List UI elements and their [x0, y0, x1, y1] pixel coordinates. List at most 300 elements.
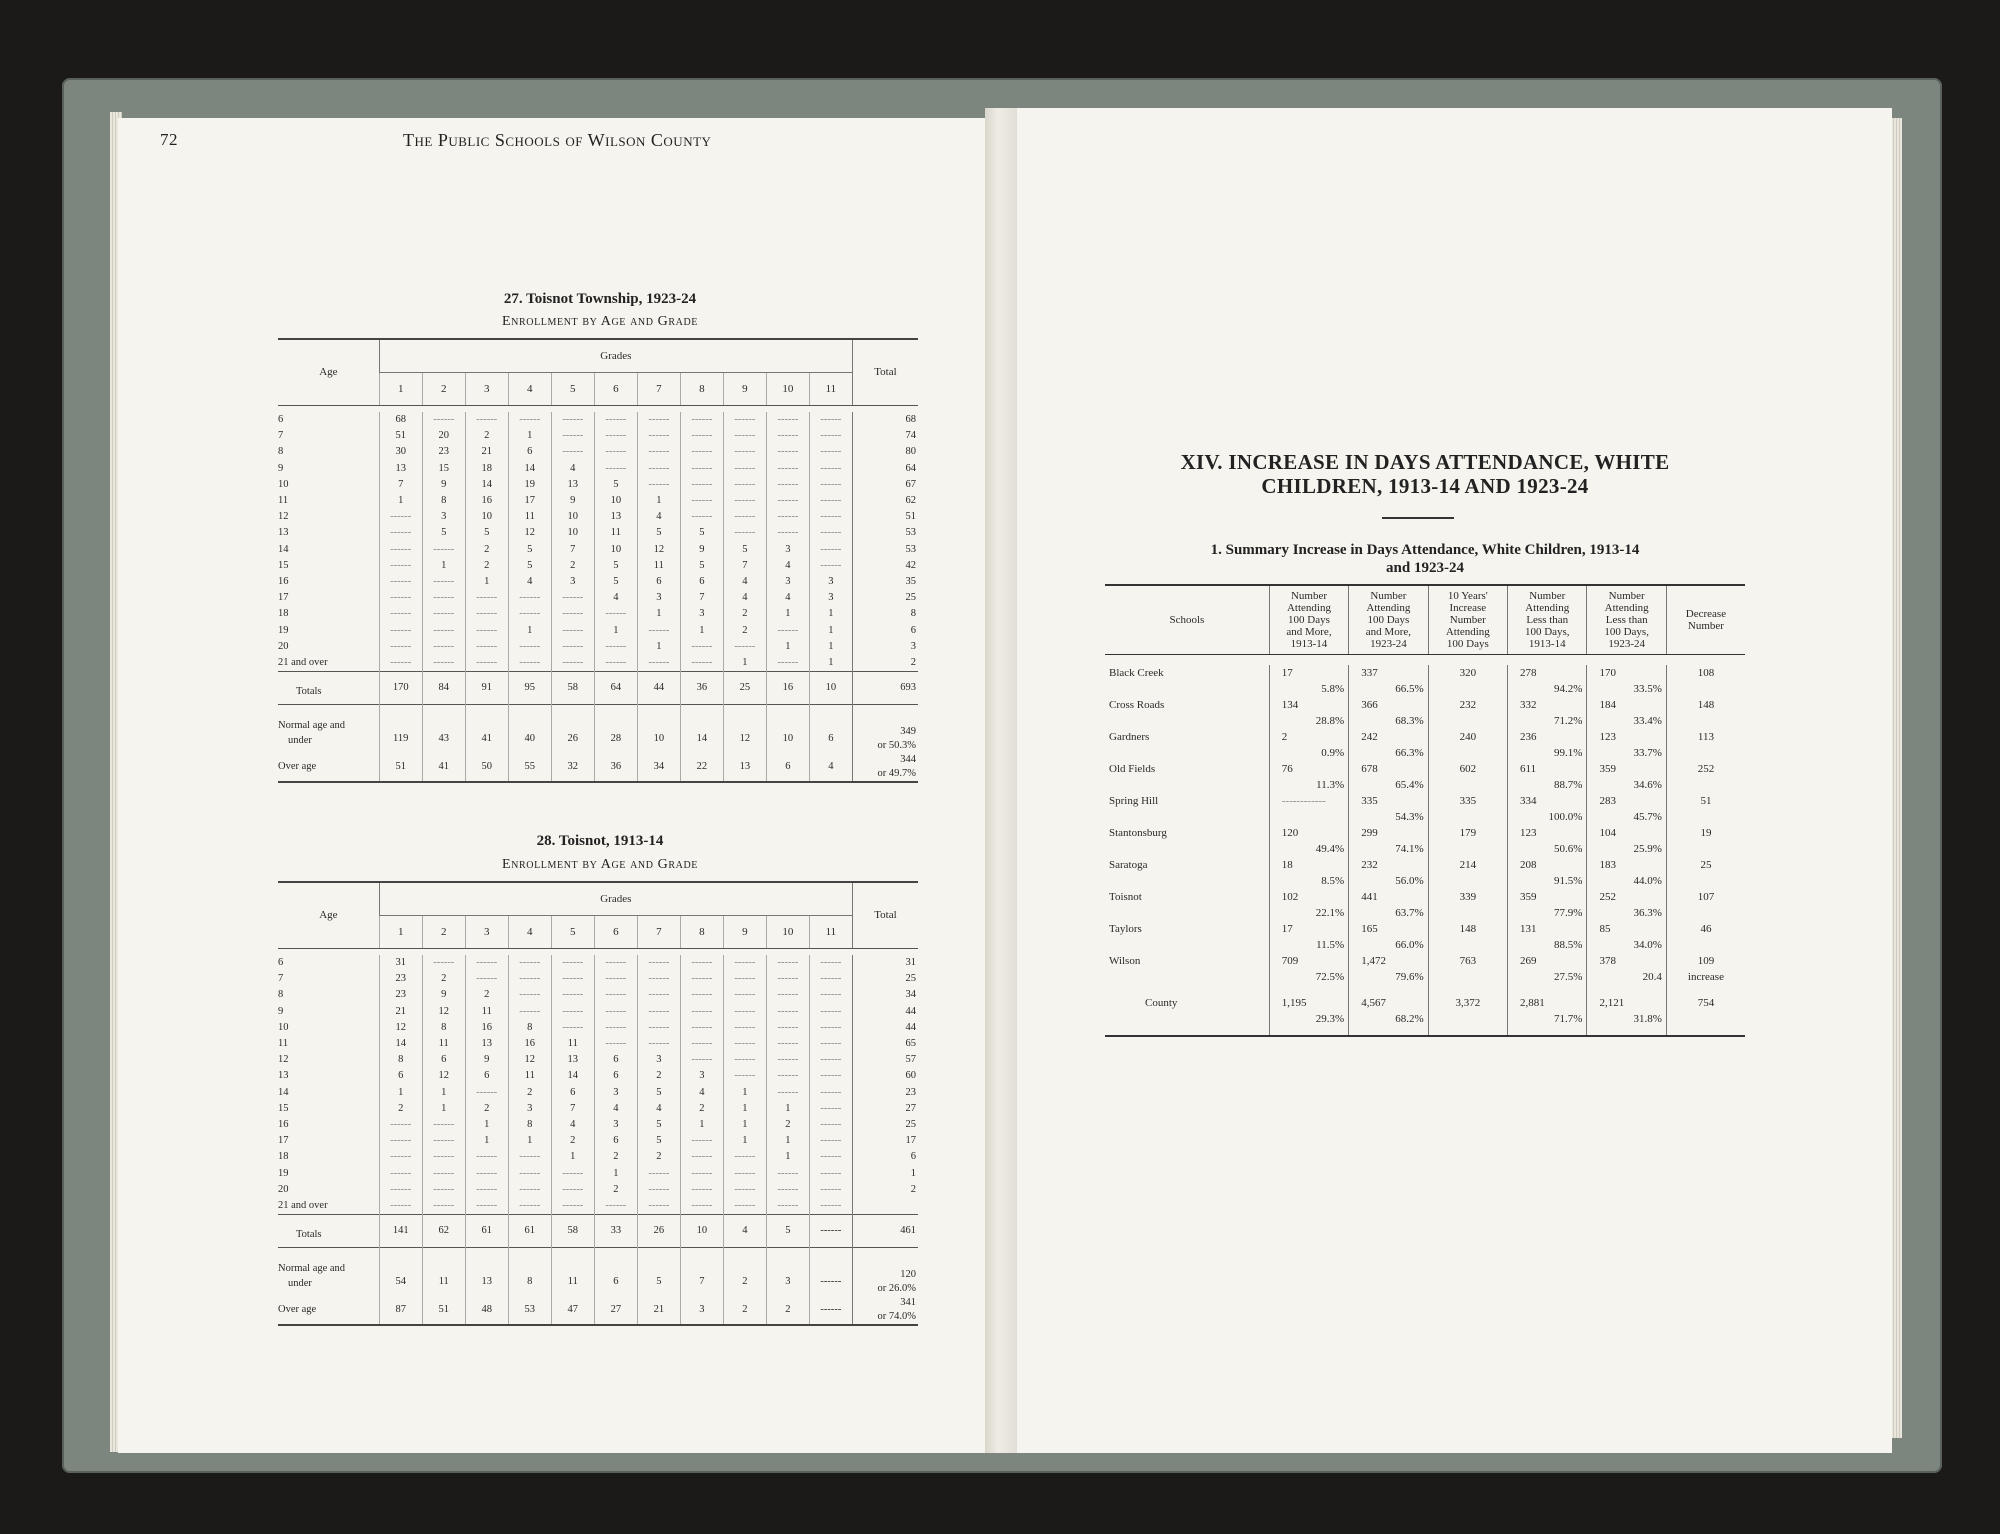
grade-cell: 4	[637, 509, 680, 525]
value-n2: 678	[1349, 761, 1428, 777]
grade-cell: 3	[809, 574, 852, 590]
grade-cell: 12	[422, 1004, 465, 1020]
grade-6-header: 6	[594, 373, 637, 406]
grade-cell: 4	[594, 590, 637, 606]
table28-subtitle: Enrollment by Age and Grade	[502, 857, 698, 872]
table-row	[278, 955, 918, 971]
grade-cell: ------	[723, 1068, 766, 1084]
grade-cell: 1	[508, 1133, 551, 1149]
grade-6-header: 6	[594, 916, 637, 949]
percent-p1: 72.5%	[1269, 969, 1348, 985]
chapter-title	[1105, 450, 1745, 498]
grade-cell: ------	[594, 428, 637, 444]
section-title-line-1: 1. Summary Increase in Days Attendance, White Children, 1913-14	[1210, 542, 1640, 558]
empty-cell	[1105, 969, 1269, 985]
grade-cell: 1	[422, 1101, 465, 1117]
normal-age-percent: or 26.0%	[877, 1283, 916, 1295]
normal-age-cell: 10	[766, 705, 809, 754]
percent-dec2	[1666, 809, 1745, 825]
value-inc: 339	[1428, 889, 1507, 905]
grade-cell: ------	[551, 1004, 594, 1020]
table-row	[278, 655, 918, 672]
grade-cell: 1	[594, 623, 637, 639]
grade-cell: 1	[680, 623, 723, 639]
column-header-6	[1666, 585, 1745, 655]
percent-lp1: 27.5%	[1508, 969, 1587, 985]
value-dec: 754	[1666, 985, 1745, 1011]
grade-cell: 1	[809, 623, 852, 639]
row-total: 53	[852, 525, 918, 541]
value-n2: 242	[1349, 729, 1428, 745]
row-total: 3	[852, 639, 918, 655]
percent-p1: 5.8%	[1269, 681, 1348, 697]
grade-cell: ------	[766, 412, 809, 428]
grade-cell: 2	[637, 1068, 680, 1084]
grade-9-header: 9	[723, 916, 766, 949]
grade-cell: 8	[422, 493, 465, 509]
header-line: Decrease	[1685, 608, 1727, 620]
grade-cell: 1	[637, 606, 680, 622]
grade-cell: 51	[379, 428, 422, 444]
grade-2-header: 2	[422, 373, 465, 406]
grade-cell: 8	[508, 1117, 551, 1133]
grades-header: Grades	[379, 882, 852, 916]
grade-cell: 3	[594, 1085, 637, 1101]
grade-cell: 14	[379, 1036, 422, 1052]
grade-cell: 3	[637, 1052, 680, 1068]
value-l1: 278	[1508, 665, 1587, 681]
percent-lp2: 34.0%	[1587, 937, 1666, 953]
normal-age-cell: 6	[594, 1248, 637, 1297]
grade-1-header: 1	[379, 373, 422, 406]
grade-cell: 4	[551, 461, 594, 477]
summary-header	[1105, 585, 1745, 655]
grade-cell: 1	[766, 1149, 809, 1165]
grade-cell: ------	[422, 412, 465, 428]
value-n1: ------------	[1269, 793, 1348, 809]
header-line: 100 Days	[1446, 638, 1489, 650]
value-l1: 2,881	[1508, 985, 1587, 1011]
age-label: 10	[278, 1021, 289, 1033]
percent-dec2: increase	[1666, 969, 1745, 985]
grade-total: 58	[551, 672, 594, 705]
grade-cell: ------	[379, 509, 422, 525]
table-row	[278, 971, 918, 987]
grade-cell: ------	[680, 987, 723, 1003]
over-age-total	[852, 753, 918, 782]
grade-cell: 1	[465, 1117, 508, 1133]
grade-cell: 1	[508, 623, 551, 639]
grade-cell: ------	[766, 525, 809, 541]
grade-cell: ------	[508, 655, 551, 672]
value-inc: 214	[1428, 857, 1507, 873]
grade-cell: 7	[723, 558, 766, 574]
grade-10-header: 10	[766, 373, 809, 406]
table28-title: 28. Toisnot, 1913-14	[536, 833, 664, 849]
header-line: Number	[1687, 620, 1724, 632]
grade-cell: ------	[422, 1149, 465, 1165]
over-age-total-value: 341	[900, 1297, 916, 1309]
grade-cell: 68	[379, 412, 422, 428]
grade-cell: 21	[379, 1004, 422, 1020]
value-n2: 165	[1349, 921, 1428, 937]
grade-cell: ------	[723, 1149, 766, 1165]
over-age-label: Over age	[278, 1304, 317, 1316]
school-row	[1105, 761, 1745, 777]
header-line: Attending	[1286, 602, 1331, 614]
header-line: Number	[1290, 590, 1327, 602]
header-line: Less than	[1605, 614, 1648, 626]
grade-cell: 2	[422, 971, 465, 987]
grade-cell: ------	[508, 590, 551, 606]
grade-cell: 4	[551, 1117, 594, 1133]
grade-cell: ------	[723, 1036, 766, 1052]
empty-cell	[1428, 1011, 1507, 1036]
table-row	[278, 412, 918, 428]
grade-cell: ------	[809, 1166, 852, 1182]
value-l1: 123	[1508, 825, 1587, 841]
header-line: 1913-14	[1528, 638, 1566, 650]
grade-cell: ------	[637, 412, 680, 428]
grade-cell: 5	[637, 1133, 680, 1149]
grade-cell: ------	[508, 987, 551, 1003]
grade-cell: ------	[680, 1133, 723, 1149]
percent-dec2	[1666, 681, 1745, 697]
row-total: 31	[852, 955, 918, 971]
grade-cell: ------	[465, 623, 508, 639]
empty-cell	[1105, 905, 1269, 921]
grade-cell: 18	[465, 461, 508, 477]
grade-cell: ------	[637, 444, 680, 460]
header-line: Attending	[1604, 602, 1649, 614]
school-row	[1105, 825, 1745, 841]
grade-cell: ------	[766, 477, 809, 493]
grade-cell: 2	[723, 606, 766, 622]
table-row	[278, 1149, 918, 1165]
grade-1-header: 1	[379, 916, 422, 949]
grade-cell: ------	[465, 1198, 508, 1215]
value-dec: 46	[1666, 921, 1745, 937]
value-n2: 441	[1349, 889, 1428, 905]
table-row	[278, 1068, 918, 1084]
percent-lp2: 31.8%	[1587, 1011, 1666, 1036]
grade-cell: 5	[508, 542, 551, 558]
grade-total: 64	[594, 672, 637, 705]
grade-cell: ------	[379, 623, 422, 639]
value-n2: 337	[1349, 665, 1428, 681]
grade-cell: ------	[465, 1149, 508, 1165]
normal-age-percent: or 50.3%	[877, 740, 916, 752]
grade-cell: 5	[465, 525, 508, 541]
percent-lp2: 36.3%	[1587, 905, 1666, 921]
grade-cell: ------	[723, 955, 766, 971]
grade-cell: 4	[594, 1101, 637, 1117]
table-row	[278, 1020, 918, 1036]
grade-cell: ------	[465, 655, 508, 672]
empty-cell	[1105, 681, 1269, 697]
grade-cell: 13	[551, 477, 594, 493]
grade-cell: ------	[637, 1166, 680, 1182]
grade-cell: 1	[723, 1085, 766, 1101]
header-line: Less than	[1526, 614, 1569, 626]
value-l1: 131	[1508, 921, 1587, 937]
grade-cell: ------	[680, 1198, 723, 1215]
grade-cell: ------	[594, 1198, 637, 1215]
grade-cell: ------	[508, 606, 551, 622]
grade-cell: 1	[766, 639, 809, 655]
table-row	[278, 444, 918, 460]
grade-cell: 6	[680, 574, 723, 590]
grade-8-header: 8	[680, 916, 723, 949]
grade-cell: 13	[594, 509, 637, 525]
grade-cell: 12	[637, 542, 680, 558]
normal-age-label	[278, 1248, 379, 1297]
grade-cell: 3	[594, 1117, 637, 1133]
table-row	[278, 558, 918, 574]
normal-age-cell: 7	[680, 1248, 723, 1297]
grade-cell: ------	[551, 428, 594, 444]
normal-age-cell: 41	[465, 705, 508, 754]
grade-cell: 23	[379, 987, 422, 1003]
value-dec: 107	[1666, 889, 1745, 905]
grade-cell: 7	[551, 542, 594, 558]
value-n1: 17	[1269, 921, 1348, 937]
over-age-cell: 2	[766, 1296, 809, 1325]
age-label: 16	[278, 1119, 289, 1131]
row-total: 1	[852, 1166, 918, 1182]
empty-cell	[1105, 809, 1269, 825]
grade-cell: ------	[637, 477, 680, 493]
grade-cell: 8	[422, 1020, 465, 1036]
row-total: 68	[852, 412, 918, 428]
grade-cell: ------	[680, 1149, 723, 1165]
grade-cell: 9	[551, 493, 594, 509]
grade-cell: 1	[809, 655, 852, 672]
row-total: 27	[852, 1101, 918, 1117]
table-row	[278, 623, 918, 639]
grade-cell: ------	[723, 525, 766, 541]
row-total: 51	[852, 509, 918, 525]
age-label: 9	[278, 1005, 284, 1017]
grade-cell: 16	[465, 1020, 508, 1036]
percent-lp2: 44.0%	[1587, 873, 1666, 889]
row-total: 6	[852, 623, 918, 639]
grade-cell: ------	[508, 1166, 551, 1182]
grade-cell: 5	[680, 525, 723, 541]
percent-p2: 54.3%	[1349, 809, 1428, 825]
grade-cell: ------	[723, 509, 766, 525]
percent-p2: 79.6%	[1349, 969, 1428, 985]
grade-cell: ------	[551, 606, 594, 622]
grade-cell: 2	[379, 1101, 422, 1117]
grade-cell: 2	[637, 1149, 680, 1165]
grade-cell: 17	[508, 493, 551, 509]
school-name: Taylors	[1109, 923, 1142, 935]
over-age-cell: 27	[594, 1296, 637, 1325]
grade-cell: ------	[809, 1036, 852, 1052]
grade-cell: ------	[379, 590, 422, 606]
age-label: 11	[278, 1038, 289, 1050]
grade-cell: ------	[809, 1117, 852, 1133]
header-row	[278, 339, 918, 373]
table-row	[278, 987, 918, 1003]
grade-cell: ------	[594, 955, 637, 971]
age-label: 15	[278, 559, 289, 571]
grade-cell: ------	[379, 1133, 422, 1149]
grade-cell: ------	[680, 1166, 723, 1182]
age-label: 19	[278, 1167, 289, 1179]
grade-cell: 2	[465, 542, 508, 558]
percent-dec2	[1666, 713, 1745, 729]
percent-lp1: 88.7%	[1508, 777, 1587, 793]
grade-total: 84	[422, 672, 465, 705]
grade-3-header: 3	[465, 916, 508, 949]
row-total: 2	[852, 1182, 918, 1198]
age-label: 12	[278, 1054, 289, 1066]
grade-cell: 6	[637, 574, 680, 590]
grade-cell: ------	[465, 955, 508, 971]
chapter-title-line-2: CHILDREN, 1913-14 AND 1923-24	[1261, 474, 1589, 498]
grade-cell: ------	[809, 1068, 852, 1084]
grade-cell: 11	[551, 1036, 594, 1052]
grade-cell: 6	[551, 1085, 594, 1101]
row-total: 25	[852, 590, 918, 606]
normal-age-cell: 2	[723, 1248, 766, 1297]
value-l2: 170	[1587, 665, 1666, 681]
percent-lp2: 33.4%	[1587, 713, 1666, 729]
grade-cell: 11	[508, 509, 551, 525]
grade-cell: ------	[637, 971, 680, 987]
grade-cell: ------	[465, 1166, 508, 1182]
grade-7-header: 7	[637, 916, 680, 949]
school-percent-row	[1105, 681, 1745, 697]
grade-cell: 5	[680, 558, 723, 574]
row-total: 62	[852, 493, 918, 509]
percent-lp1: 77.9%	[1508, 905, 1587, 921]
grade-cell: ------	[508, 955, 551, 971]
header-line: 10 Years'	[1447, 590, 1488, 602]
grade-cell: 4	[723, 590, 766, 606]
grade-cell: ------	[422, 590, 465, 606]
school-percent-row	[1105, 873, 1745, 889]
grade-cell: 4	[508, 574, 551, 590]
header-line: 100 Days	[1367, 614, 1410, 626]
grade-cell: 2	[680, 1101, 723, 1117]
school-row	[1105, 889, 1745, 905]
grade-cell: 16	[465, 493, 508, 509]
age-label: 12	[278, 511, 289, 523]
grade-total: 10	[680, 1215, 723, 1248]
grade-cell: ------	[723, 477, 766, 493]
grade-cell: 1	[379, 493, 422, 509]
grade-cell: ------	[766, 509, 809, 525]
table-row	[278, 1085, 918, 1101]
grade-cell: ------	[766, 1004, 809, 1020]
age-label: 6	[278, 957, 284, 968]
table-row	[278, 461, 918, 477]
grade-cell: 7	[680, 590, 723, 606]
grade-cell: ------	[551, 1198, 594, 1215]
grade-cell: ------	[680, 655, 723, 672]
school-row	[1105, 665, 1745, 681]
grade-cell: ------	[379, 1117, 422, 1133]
grade-cell: ------	[723, 971, 766, 987]
grade-cell: 3	[680, 1068, 723, 1084]
grade-cell: ------	[379, 1198, 422, 1215]
row-total: 42	[852, 558, 918, 574]
age-label: 8	[278, 446, 284, 458]
percent-p1: 22.1%	[1269, 905, 1348, 921]
value-dec: 25	[1666, 857, 1745, 873]
value-l2: 123	[1587, 729, 1666, 745]
grade-cell: 1	[465, 574, 508, 590]
grade-cell: 19	[508, 477, 551, 493]
value-inc: 335	[1428, 793, 1507, 809]
grade-cell: 2	[508, 1085, 551, 1101]
age-label: 20	[278, 1183, 289, 1195]
grade-cell: ------	[551, 655, 594, 672]
schools-header: Schools	[1105, 585, 1269, 655]
grade-cell: ------	[809, 461, 852, 477]
age-label: 21 and over	[278, 657, 328, 669]
table-row	[278, 1036, 918, 1052]
grade-cell: 1	[723, 655, 766, 672]
value-n2: 232	[1349, 857, 1428, 873]
grade-cell: ------	[723, 1052, 766, 1068]
grade-total: 170	[379, 672, 422, 705]
table27-subtitle: Enrollment by Age and Grade	[502, 314, 698, 329]
table27-title: 27. Toisnot Township, 1923-24	[503, 291, 697, 307]
grade-cell: ------	[551, 987, 594, 1003]
grade-cell: ------	[508, 1198, 551, 1215]
grade-cell: ------	[422, 1117, 465, 1133]
header-line: 100 Days,	[1604, 626, 1649, 638]
empty-cell	[1105, 745, 1269, 761]
school-percent-row	[1105, 969, 1745, 985]
grade-cell: ------	[766, 1166, 809, 1182]
grade-cell: 1	[551, 1149, 594, 1165]
school-percent-row	[1105, 809, 1745, 825]
table-row	[278, 574, 918, 590]
grade-total: 33	[594, 1215, 637, 1248]
empty-cell	[1105, 841, 1269, 857]
summary-attendance-table	[1105, 584, 1745, 1037]
column-header-4	[1508, 585, 1587, 655]
column-header-5	[1587, 585, 1666, 655]
header-line: Attending	[1525, 602, 1570, 614]
grade-cell: ------	[594, 655, 637, 672]
grade-cell: 3	[766, 542, 809, 558]
over-age-cell: 47	[551, 1296, 594, 1325]
table27-enrollment	[278, 338, 918, 783]
grade-cell: ------	[809, 1020, 852, 1036]
grade-cell: ------	[422, 655, 465, 672]
table-row	[278, 493, 918, 509]
value-inc: 3,372	[1428, 985, 1507, 1011]
grade-cell: ------	[680, 509, 723, 525]
grade-cell: 9	[422, 987, 465, 1003]
grade-cell: 3	[508, 1101, 551, 1117]
grade-cell: ------	[422, 574, 465, 590]
grade-cell: 5	[508, 558, 551, 574]
grade-total: 16	[766, 672, 809, 705]
grade-cell: 10	[551, 525, 594, 541]
normal-age-cell: 12	[723, 705, 766, 754]
grade-cell: ------	[766, 1182, 809, 1198]
grade-cell: 1	[637, 639, 680, 655]
value-l2: 378	[1587, 953, 1666, 969]
value-l1: 359	[1508, 889, 1587, 905]
